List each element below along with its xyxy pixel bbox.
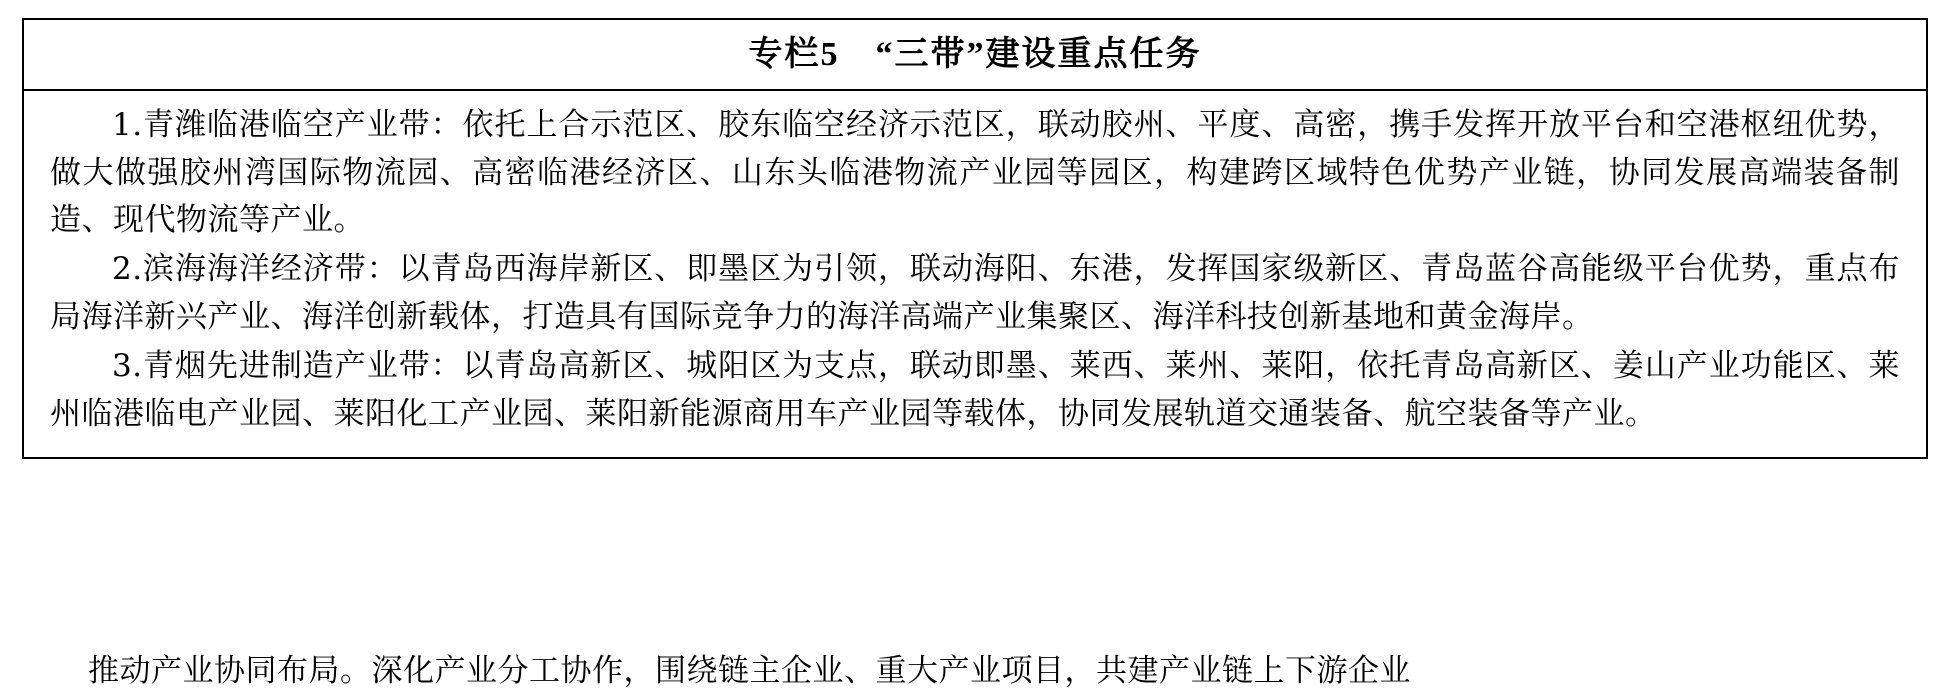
- paragraph-index: 1.: [112, 106, 143, 143]
- paragraph-text: ：依托上合示范区、胶东临空经济示范区，联动胶州、平度、高密，携手发挥开放平台和空港枢纽优势，做大做强胶州湾国际物流园、高密临港经济区、山东头临港物流产业园等园区，构建跨区域特色优势产业链，协同发展高端装备制造、现代物流等产业。: [50, 106, 1900, 237]
- paragraph-heading: 滨海海洋经济带: [142, 250, 367, 287]
- paragraph-index: 3.: [112, 348, 143, 385]
- paragraph-heading: 青潍临港临空产业带: [142, 106, 431, 143]
- callout-paragraph: [50, 342, 1900, 437]
- callout-paragraph: [50, 245, 1900, 340]
- paragraph-text: ：以青岛高新区、城阳区为支点，联动即墨、莱西、莱州、莱阳，依托青岛高新区、姜山产业功能区、莱州临港临电产业园、莱阳化工产业园、莱阳新能源商用车产业园等载体，协同发展轨道交通装备、航空装备等产业。: [50, 348, 1900, 432]
- callout-box-body: [24, 91, 1926, 458]
- callout-box-title-label: 专栏5: [748, 36, 840, 73]
- callout-box: [22, 18, 1928, 459]
- paragraph-text: ：以青岛西海岸新区、即墨区为引领，联动海阳、东港，发挥国家级新区、青岛蓝谷高能级平台优势，重点布局海洋新兴产业、海洋创新载体，打造具有国际竞争力的海洋高端产业集聚区、海洋科技创新基地和黄金海岸。: [50, 250, 1900, 334]
- paragraph-index: 2.: [112, 250, 143, 287]
- callout-box-title-text: “三带”建设重点任务: [875, 36, 1202, 73]
- callout-box-title: [24, 20, 1926, 91]
- callout-paragraph: [50, 101, 1900, 243]
- page-body-text-fragment: 推动产业协同布局。深化产业分工协作，围绕链主企业、重大产业项目，共建产业链上下游企业: [88, 653, 1411, 688]
- paragraph-heading: 青烟先进制造产业带: [142, 348, 431, 385]
